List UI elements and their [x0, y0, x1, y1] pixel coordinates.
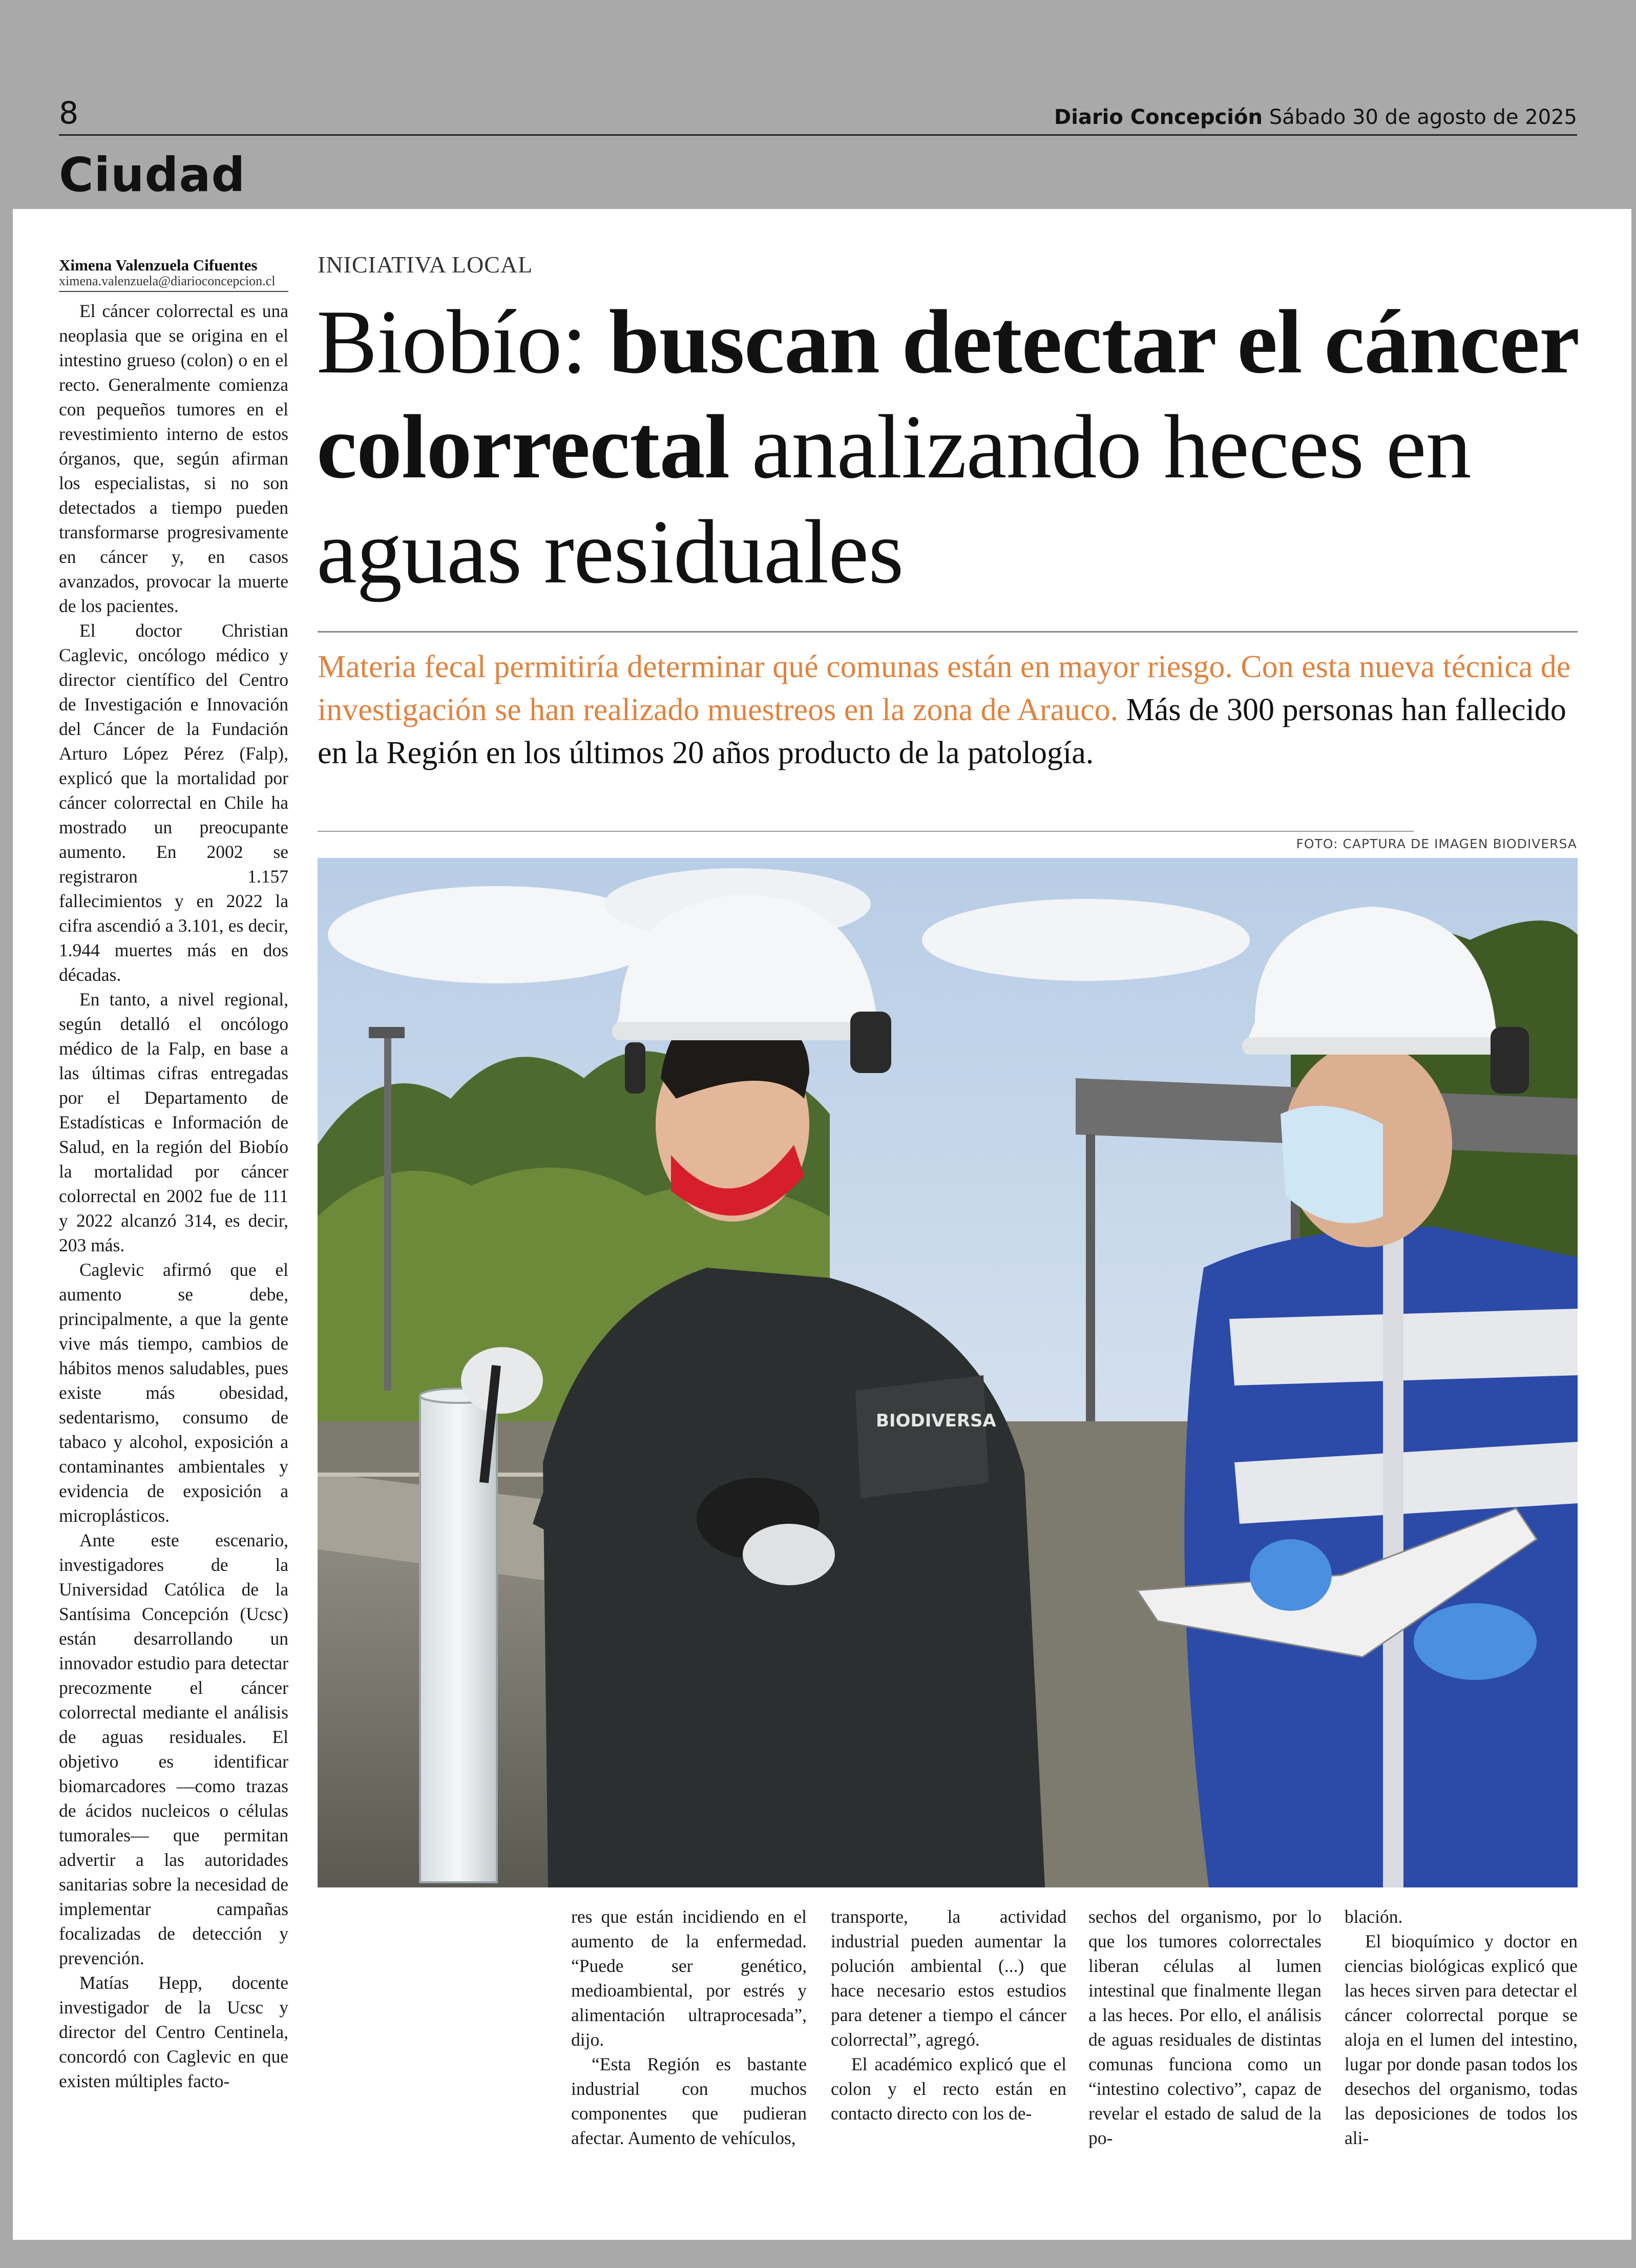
text-column-4: [1088, 1904, 1322, 2171]
headline-rule: [318, 631, 1578, 633]
paragraph: El académico explicó que el colon y el recto están en contacto directo con los de-: [831, 2054, 1066, 2124]
paragraph: res que están incidiendo en el aumento de la enfermedad. “Puede ser genético, medioambiental, por estrés y alimentación ultraprocesada”, dijo.: [571, 1906, 807, 2050]
paragraph: Caglevic afirmó que el aumento se debe, principalmente, a que la gente vive más tiempo, cambios de hábitos menos saludables, pues existe más obesidad, sedentarismo, consumo de tabaco y alcohol, exposición a contaminantes ambientales y evidencia de exposición a microplásticos.: [59, 1259, 288, 1526]
left-text-column: [59, 299, 288, 2168]
page-number: 8: [59, 95, 79, 131]
kicker: INICIATIVA LOCAL: [318, 251, 533, 278]
byline-author: Ximena Valenzuela Cifuentes: [59, 256, 258, 274]
paragraph: sechos del organismo, por lo que los tumores colorrectales liberan células al lumen intestinal que finalmente llegan a las heces. Por ello, el análisis de aguas residuales de distintas comunas funciona como un “intestino colectivo”, capaz de revelar el estado de salud de la po-: [1088, 1906, 1322, 2148]
paragraph: blación.: [1345, 1906, 1403, 1927]
section-title: Ciudad: [59, 148, 246, 202]
paragraph: Matías Hepp, docente investigador de la Ucsc y director del Centro Centinela, concordó con Caglevic en que existen múltiples facto-: [59, 1972, 288, 2091]
lead-rest: Más de 300 personas han fallecido en la Región en los últimos 20 años producto de la patología.: [318, 692, 1566, 770]
paragraph: “Esta Región es bastante industrial con muchos componentes que pudieran afectar. Aumento de vehículos,: [571, 2054, 807, 2148]
lead-rule: [318, 831, 1414, 832]
headline: [317, 289, 1582, 604]
lead-paragraph: [318, 645, 1580, 774]
lead-highlight: Materia fecal permitiría determinar qué comunas están en mayor riesgo. Con esta nueva técnica de investigación se han realizado muestreos en la zona de Arauco.: [318, 649, 1571, 727]
byline-rule: [59, 291, 288, 292]
headline-part-2: buscan detectar el cáncer colorrectal: [317, 291, 1578, 497]
paragraph: El bioquímico y doctor en ciencias biológicas explicó que las heces sirven para detectar el cáncer colorrectal porque se aloja en el lumen del intestino, lugar por donde pasan todos los desechos del organismo, todas las deposiciones de todos los ali-: [1345, 1931, 1578, 2148]
photo-illustration: [318, 858, 1578, 1887]
text-column-2: [571, 1904, 807, 2171]
article-photo: [318, 858, 1578, 1887]
text-column-3: [831, 1904, 1066, 2171]
masthead: [1054, 106, 1577, 129]
publication-date: Sábado 30 de agosto de 2025: [1269, 106, 1577, 129]
paragraph: El cáncer colorrectal es una neoplasia que se origina en el intestino grueso (colon) o en el recto. Generalmente comienza con pequeños tumores en el revestimiento interno de estos órganos, que, según afirman los especialistas, si no son detectados a tiempo pueden transformarse progresivamente en cáncer y, en casos avanzados, provocar la muerte de los pacientes.: [59, 301, 288, 616]
publication-name: Diario Concepción: [1054, 106, 1263, 129]
photo-credit: FOTO: CAPTURA DE IMAGEN BIODIVERSA: [1296, 836, 1577, 851]
headline-part-1: Biobío:: [317, 291, 609, 392]
photo-logo-text: BIODIVERSA: [876, 1411, 996, 1431]
header-rule: [59, 134, 1577, 136]
paragraph: El doctor Christian Caglevic, oncólogo médico y director científico del Centro de Investigación e Innovación del Cáncer de la Fundación Arturo López Pérez (Falp), explicó que la mortalidad por cáncer colorrectal en Chile ha mostrado un preocupante aumento. En 2002 se registraron 1.157 fallecimientos y en 2022 la cifra ascendió a 3.101, es decir, 1.944 muertes más en dos décadas.: [59, 620, 288, 985]
text-column-5: [1345, 1904, 1578, 2171]
paragraph: transporte, la actividad industrial pueden aumentar la polución ambiental (...) que hace necesario estos estudios para detener a tiempo el cáncer colorrectal”, agregó.: [831, 1906, 1066, 2050]
paragraph: En tanto, a nivel regional, según detalló el oncólogo médico de la Falp, en base a las últimas cifras entregadas por el Departamento de Estadísticas e Información de Salud, en la región del Biobío la mortalidad por cáncer colorrectal en 2002 fue de 111 y 2022 alcanzó 314, es decir, 203 más.: [59, 989, 288, 1255]
byline-email: ximena.valenzuela@diarioconcepcion.cl: [59, 274, 276, 288]
paragraph: Ante este escenario, investigadores de la Universidad Católica de la Santísima Concepción (Ucsc) están desarrollando un innovador estudio para detectar precozmente el cáncer colorrectal mediante el análisis de aguas residuales. El objetivo es identificar biomarcadores —como trazas de ácidos nucleicos o células tumorales— que permitan advertir a las autoridades sanitarias sobre la necesidad de implementar campañas focalizadas de detección y prevención.: [59, 1530, 288, 1968]
headline-part-3: analizando heces en aguas residuales: [317, 396, 1471, 602]
